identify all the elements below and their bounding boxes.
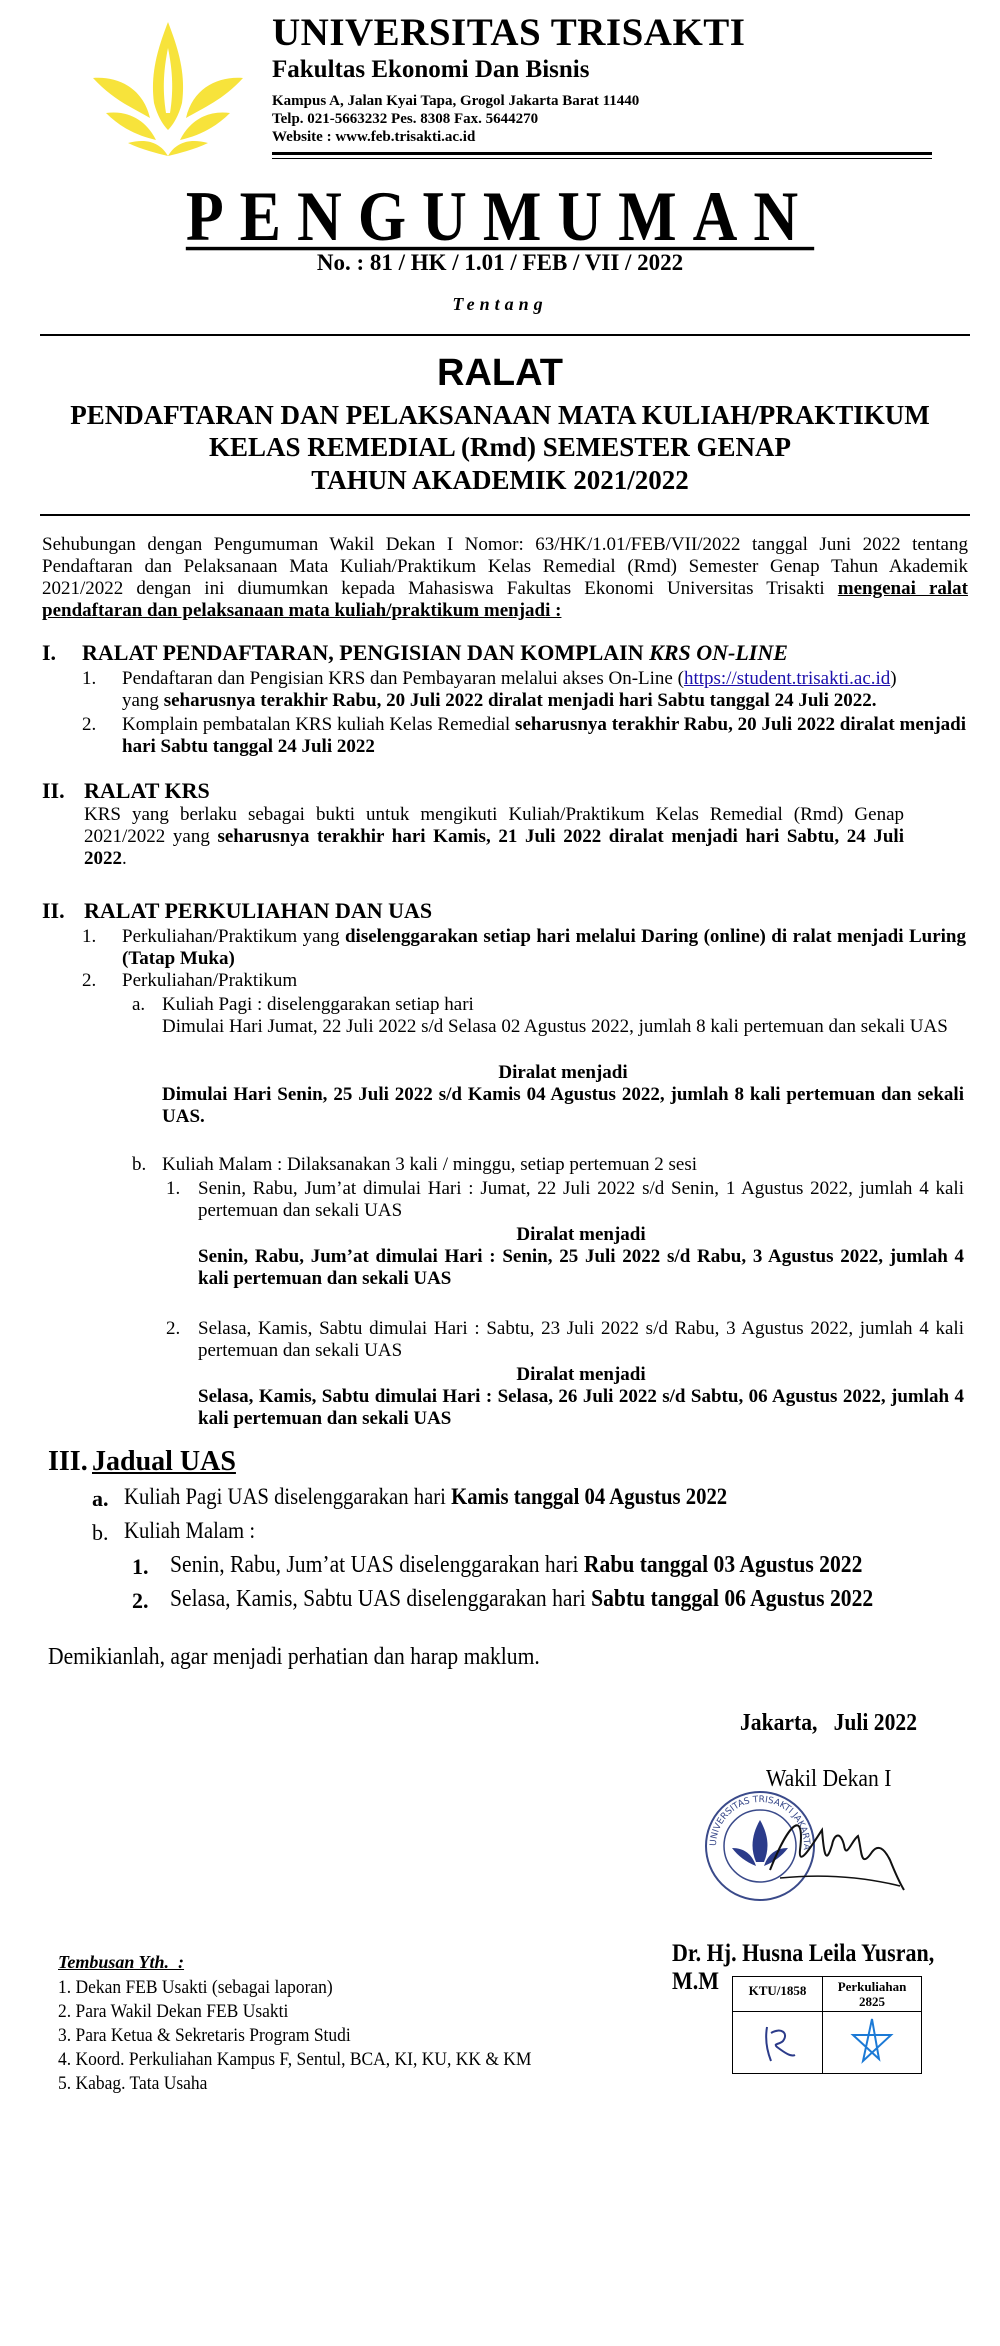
tembusan-item: 3. Para Ketua & Sekretaris Program Studi bbox=[58, 2025, 351, 2046]
section1-title-italic: KRS ON-LINE bbox=[649, 640, 788, 665]
university-name: UNIVERSITAS TRISAKTI bbox=[272, 11, 746, 54]
subject-ralat: RALAT bbox=[437, 352, 563, 394]
section1-heading bbox=[42, 640, 788, 666]
section4-b1-number: 1. bbox=[132, 1554, 149, 1579]
announcement-title-text: PENGUMUMAN bbox=[185, 177, 815, 257]
section2-end: . bbox=[122, 848, 127, 869]
intro-emphasis: mengenai ralat pendaftaran dan pelaksanaan mata kuliah/praktikum menjadi : bbox=[42, 578, 968, 621]
section4-number: III. bbox=[48, 1446, 88, 1477]
section4-title: Jadual UAS bbox=[92, 1446, 236, 1477]
section4-a-label: a. bbox=[92, 1486, 109, 1511]
intro-text: Sehubungan dengan Pengumuman Wakil Dekan I Nomor: 63/HK/1.01/FEB/VII/2022 tanggal Juni 2022 tentang Pendaftaran dan Pelaksanaan Mata Kuliah/Praktikum Kelas Remedial (Rmd) Semester Genap Tahun Akademik 2021/2022 dengan ini diumumkan kepada Mahasiswa Fakultas Ekonomi Universitas Trisakti bbox=[42, 534, 968, 599]
section3-item1-bold: diselenggarakan setiap hari melalui Daring (online) di ralat menjadi Luring (Tatap Muka) bbox=[122, 926, 966, 969]
letterhead-rule-top bbox=[272, 152, 932, 155]
intro-paragraph bbox=[42, 534, 968, 622]
section4-b1 bbox=[170, 1552, 862, 1579]
section2-bold: seharusnya terakhir hari Kamis, 21 Juli 2022 diralat menjadi hari Sabtu, 24 Juli 2022 bbox=[84, 826, 904, 869]
signer-name: Dr. Hj. Husna Leila Yusran, M.M bbox=[672, 1940, 935, 1995]
section3-item2-number: 2. bbox=[82, 970, 97, 991]
paraf-perkuliahan-initial bbox=[845, 2015, 899, 2069]
section1-item1-bold: seharusnya terakhir Rabu, 20 Juli 2022 diralat menjadi hari Sabtu tanggal 24 Juli 2022. bbox=[163, 690, 877, 711]
section1-item2-text: Komplain pembatalan KRS kuliah Kelas Remedial bbox=[122, 714, 516, 735]
faculty-name: Fakultas Ekonomi Dan Bisnis bbox=[272, 56, 590, 83]
section3-b2-new: Selasa, Kamis, Sabtu dimulai Hari : Selasa, 26 Juli 2022 s/d Sabtu, 06 Agustus 2022, jumlah 4 kali pertemuan dan sekali UAS bbox=[198, 1386, 964, 1429]
announcement-title bbox=[0, 177, 1000, 257]
section4-a-text: Kuliah Pagi UAS diselenggarakan hari bbox=[124, 1484, 452, 1509]
section3-a-new: Dimulai Hari Senin, 25 Juli 2022 s/d Kamis 04 Agustus 2022, jumlah 8 kali pertemuan dan sekali UAS. bbox=[162, 1084, 964, 1127]
subject-line1: PENDAFTARAN DAN PELAKSANAAN MATA KULIAH/PRAKTIKUM bbox=[70, 400, 930, 430]
section1-item2-bold: seharusnya terakhir Rabu, 20 Juli 2022 diralat menjadi hari Sabtu tanggal 24 Juli 2022 bbox=[122, 714, 966, 757]
section4-b2-number: 2. bbox=[132, 1588, 149, 1613]
section4-b-label: b. bbox=[92, 1520, 109, 1545]
announcement-number: No. : 81 / HK / 1.01 / FEB / VII / 2022 bbox=[316, 250, 684, 275]
seal-text: UNIVERSITAS TRISAKTI JAKARTA bbox=[708, 1794, 812, 1851]
section2-paragraph bbox=[84, 804, 904, 870]
tembusan-title: Tembusan Yth. : bbox=[58, 1952, 185, 1972]
tembusan-item: 1. Dekan FEB Usakti (sebagai laporan) bbox=[58, 1977, 333, 1998]
section3-item1 bbox=[122, 926, 966, 970]
section1-item2 bbox=[122, 714, 966, 758]
section4-b1-bold: Rabu tanggal 03 Agustus 2022 bbox=[583, 1552, 863, 1578]
paraf-table bbox=[732, 1976, 922, 2074]
tembusan-item: 2. Para Wakil Dekan FEB Usakti bbox=[58, 2001, 289, 2022]
address: Kampus A, Jalan Kyai Tapa, Grogol Jakarta Barat 11440 bbox=[272, 93, 640, 109]
tembusan-item: 4. Koord. Perkuliahan Kampus F, Sentul, BCA, KI, KU, KK & KM bbox=[58, 2049, 532, 2070]
paraf-col2-header-line1: Perkuliahan bbox=[837, 1979, 907, 1994]
closing-sentence: Demikianlah, agar menjadi perhatian dan harap maklum. bbox=[48, 1644, 540, 1670]
section3-item1-number: 1. bbox=[82, 926, 97, 947]
section1-item1-text-a: Pendaftaran dan Pengisian KRS dan Pembayaran melalui akses On-Line ( bbox=[122, 668, 684, 689]
paraf-col2-header-line2: 2825 bbox=[859, 1994, 885, 2009]
section4-b2 bbox=[170, 1586, 873, 1613]
website: Website : www.feb.trisakti.ac.id bbox=[272, 129, 476, 145]
paraf-table-divider-h bbox=[733, 2011, 921, 2012]
section3-b1-text: Senin, Rabu, Jum’at dimulai Hari : Jumat, 22 Juli 2022 s/d Senin, 1 Agustus 2022, jumlah 4 kali pertemuan dan sekali UAS bbox=[198, 1178, 964, 1221]
section3-a-diralat: Diralat menjadi bbox=[498, 1062, 628, 1083]
about-label: Tentang bbox=[452, 294, 548, 314]
section3-b1-diralat: Diralat menjadi bbox=[516, 1224, 646, 1245]
section1-item1-number: 1. bbox=[82, 668, 97, 689]
subject-rule-bottom bbox=[40, 514, 970, 516]
section3-b-label: b. bbox=[132, 1154, 147, 1175]
section4-b2-text: Selasa, Kamis, Sabtu UAS diselenggarakan hari bbox=[170, 1586, 592, 1612]
section4-a bbox=[124, 1484, 727, 1510]
section3-b2-text: Selasa, Kamis, Sabtu dimulai Hari : Sabtu, 23 Juli 2022 s/d Rabu, 3 Agustus 2022, jumlah 4 kali pertemuan dan sekali UAS bbox=[198, 1318, 964, 1361]
section3-b1-new: Senin, Rabu, Jum’at dimulai Hari : Senin, 25 Juli 2022 s/d Rabu, 3 Agustus 2022, jumlah 4 kali pertemuan dan sekali UAS bbox=[198, 1246, 964, 1289]
section3-a-label: a. bbox=[132, 994, 146, 1015]
section1-number: I. bbox=[42, 640, 57, 665]
section2-text: KRS yang berlaku sebagai bukti untuk mengikuti Kuliah/Praktikum Kelas Remedial (Rmd) Genap 2021/2022 yang bbox=[84, 804, 904, 847]
subject-rule-top bbox=[40, 334, 970, 336]
section1-item1 bbox=[122, 668, 966, 712]
section4-b2-bold: Sabtu tanggal 06 Agustus 2022 bbox=[591, 1586, 874, 1612]
subject-line3: TAHUN AKADEMIK 2021/2022 bbox=[311, 465, 689, 495]
section3-item1-text: Perkuliahan/Praktikum yang bbox=[122, 926, 345, 947]
letterhead-rule-bottom bbox=[272, 158, 932, 159]
tembusan-list bbox=[58, 1976, 531, 2096]
section3-b2-diralat: Diralat menjadi bbox=[516, 1364, 646, 1385]
student-portal-link[interactable]: https://student.trisakti.ac.id bbox=[683, 668, 891, 689]
section2-heading bbox=[42, 778, 210, 804]
section3-a-line1: Kuliah Pagi : diselenggarakan setiap hari bbox=[162, 994, 474, 1015]
section3-number: II. bbox=[42, 898, 65, 923]
tembusan-item: 5. Kabag. Tata Usaha bbox=[58, 2073, 208, 2094]
section1-item1-text-b: ) bbox=[890, 668, 897, 689]
section1-item2-number: 2. bbox=[82, 714, 97, 735]
university-logo bbox=[88, 18, 248, 158]
section3-a-line2: Dimulai Hari Jumat, 22 Juli 2022 s/d Selasa 02 Agustus 2022, jumlah 8 kali pertemuan dan sekali UAS bbox=[162, 1016, 948, 1037]
section2-title: RALAT KRS bbox=[84, 778, 210, 803]
section1-title: RALAT PENDAFTARAN, PENGISIAN DAN KOMPLAIN bbox=[82, 640, 650, 665]
section3-b1-number: 1. bbox=[166, 1178, 181, 1199]
phone: Telp. 021-5663232 Pes. 8308 Fax. 5644270 bbox=[272, 111, 539, 127]
section1-item1-text-c: yang bbox=[122, 690, 164, 711]
section3-heading bbox=[42, 898, 432, 924]
section3-b-line1: Kuliah Malam : Dilaksanakan 3 kali / minggu, setiap pertemuan 2 sesi bbox=[162, 1154, 698, 1175]
section4-a-bold: Kamis tanggal 04 Agustus 2022 bbox=[451, 1484, 728, 1509]
section3-item2-text: Perkuliahan/Praktikum bbox=[122, 970, 298, 991]
section3-b2-number: 2. bbox=[166, 1318, 181, 1339]
section4-b1-text: Senin, Rabu, Jum’at UAS diselenggarakan hari bbox=[170, 1552, 584, 1578]
signer-position: Wakil Dekan I bbox=[766, 1766, 892, 1792]
section3-title: RALAT PERKULIAHAN DAN UAS bbox=[84, 898, 433, 923]
subject-line2: KELAS REMEDIAL (Rmd) SEMESTER GENAP bbox=[208, 432, 792, 462]
section2-number: II. bbox=[42, 778, 65, 803]
signature-mark bbox=[760, 1800, 910, 1900]
section4-heading bbox=[48, 1446, 236, 1478]
paraf-col1-header: KTU/1858 bbox=[748, 1983, 807, 1998]
paraf-ktu-initial bbox=[755, 2017, 805, 2067]
place-date: Jakarta, Juli 2022 bbox=[740, 1710, 918, 1736]
section4-b-text: Kuliah Malam : bbox=[124, 1518, 256, 1543]
